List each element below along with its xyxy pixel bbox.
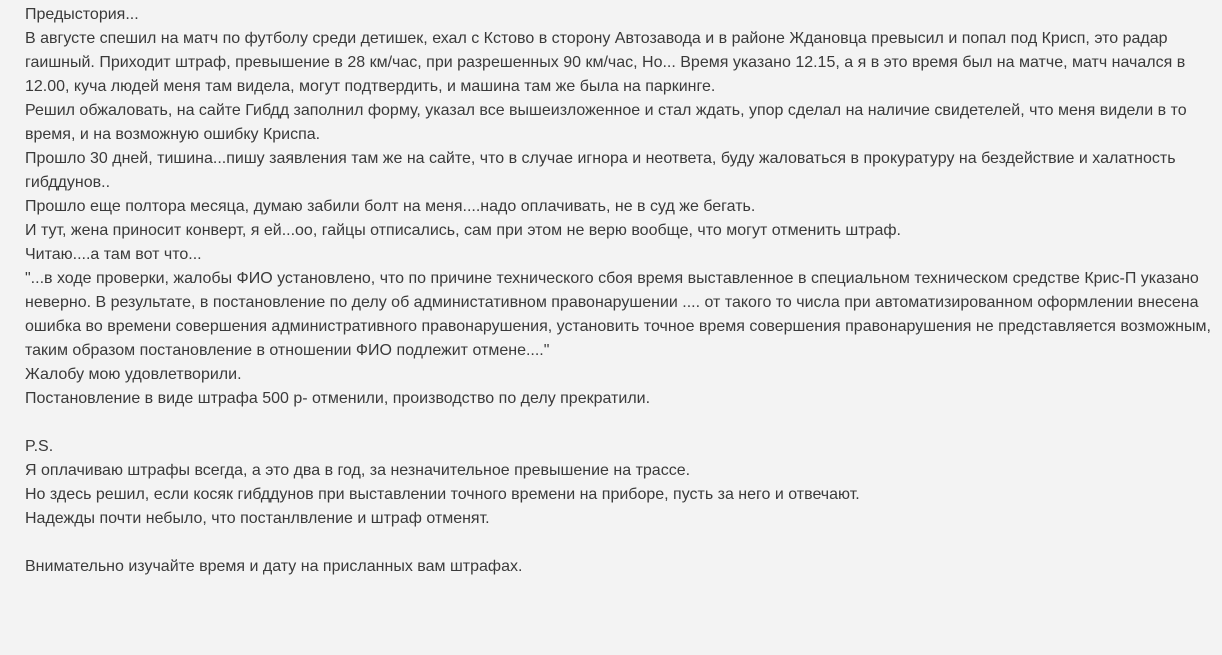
post-paragraph-line: гибддунов.. xyxy=(25,174,111,191)
post-paragraph-line: Читаю....а там вот что... xyxy=(25,246,202,263)
closing-advice: Внимательно изучайте время и дату на присланных вам штрафах. xyxy=(25,558,523,575)
quoted-response-line: ошибка во времени совершения административного правонарушения, установить точное время совершения правонарушения не представляется возможным, xyxy=(25,318,1211,335)
post-paragraph-line: В августе спешил на матч по футболу среди детишек, ехал с Кстово в сторону Автозавода и в районе Ждановца превысил и попал под Крисп, это радар xyxy=(25,30,1168,47)
post-paragraph-line: время, и на возможную ошибку Криспа. xyxy=(25,126,321,143)
quoted-response-line: неверно. В результате, в постановление по делу об администативном правонарушении .... от такого то числа при автоматизированном оформлении внесена xyxy=(25,294,1199,311)
ps-line: Надежды почти небыло, что постанлвление и штраф отменят. xyxy=(25,510,490,527)
post-paragraph-line: Жалобу мою удовлетворили. xyxy=(25,366,242,383)
post-paragraph-line: 12.00, куча людей меня там видела, могут подтвердить, и машина там же была на паркинге. xyxy=(25,78,716,95)
post-paragraph-line: гаишный. Приходит штраф, превышение в 28 км/час, при разрешенных 90 км/час, Но... Время указано 12.15, а я в это время был на матче, матч начался в xyxy=(25,54,1186,71)
post-paragraph-line: И тут, жена приносит конверт, я ей...оо, гайцы отписались, сам при этом не верю вообще, что могут отменить штраф. xyxy=(25,222,901,239)
quoted-response-line: таким образом постановление в отношении ФИО подлежит отмене...." xyxy=(25,342,550,359)
post-paragraph-line: Решил обжаловать, на сайте Гибдд заполнил форму, указал все вышеизложенное и стал ждать, упор сделал на наличие свидетелей, что меня видели в то xyxy=(25,102,1187,119)
quoted-response-line: "...в ходе проверки, жалобы ФИО установлено, что по причине технического сбоя время выставленное в специальном техническом средстве Крис-П указано xyxy=(25,270,1199,287)
ps-line: Но здесь решил, если косяк гибддунов при выставлении точного времени на приборе, пусть за него и отвечают. xyxy=(25,486,860,503)
post-heading: Предыстория... xyxy=(25,6,139,23)
ps-line: Я оплачиваю штрафы всегда, а это два в год, за незначительное превышение на трассе. xyxy=(25,462,691,479)
post-paragraph-line: Постановление в виде штрафа 500 р- отменили, производство по делу прекратили. xyxy=(25,390,651,407)
paragraph-spacer xyxy=(25,411,1222,435)
paragraph-spacer xyxy=(25,531,1222,555)
ps-label: P.S. xyxy=(25,438,54,455)
post-paragraph-line: Прошло еще полтора месяца, думаю забили болт на меня....надо оплачивать, не в суд же бегать. xyxy=(25,198,756,215)
post-paragraph-line: Прошло 30 дней, тишина...пишу заявления там же на сайте, что в случае игнора и неответа, буду жаловаться в прокуратуру на бездействие и халатность xyxy=(25,150,1176,167)
